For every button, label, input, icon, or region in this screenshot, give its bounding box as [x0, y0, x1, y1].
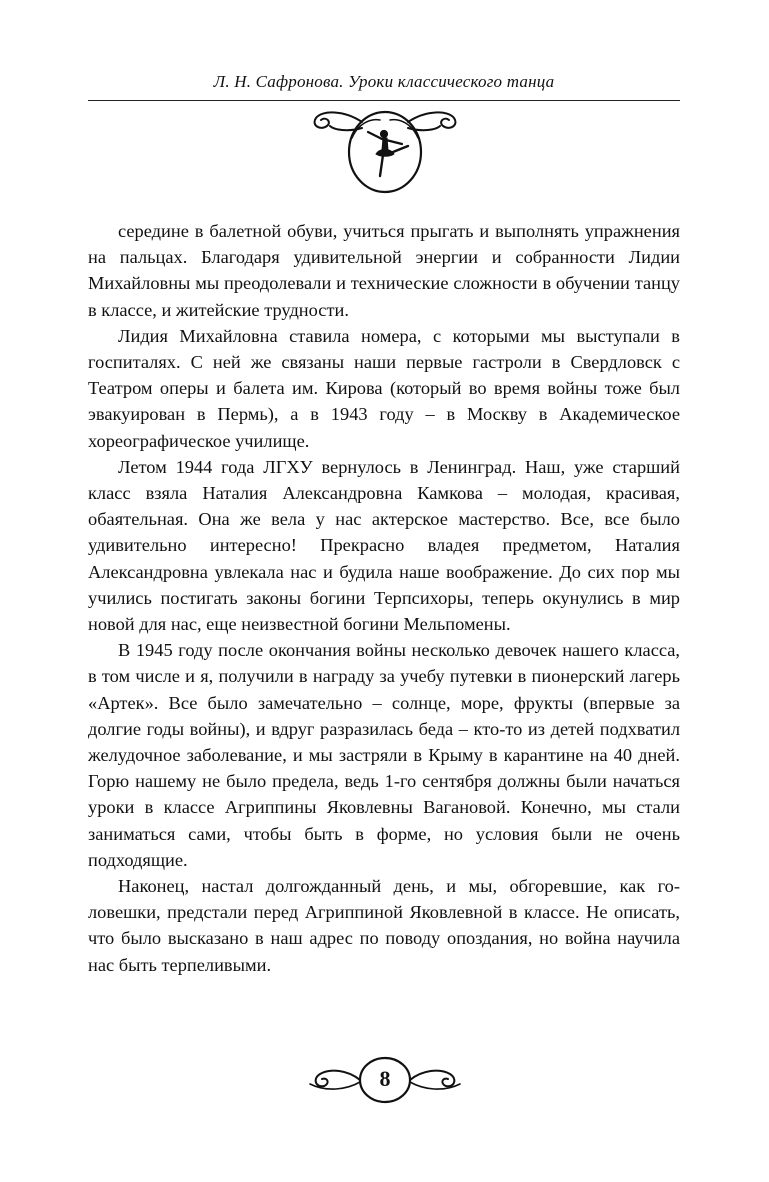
paragraph: В 1945 году после окончания войны несколько девочек нашего класса, в том числе и я, получили в награду за учебу путевки в пионерский лагерь «Артек». Все было замечательно – солнце, море, фрукты (впервые за долгие годы войны), и вдруг разразилась беда – кто-то из детей подхватил желудочное заболевание, и мы застряли в Крыму в карантине на 40 дней. Горю нашему не было предела, ведь 1-го сентября должны были начаться уроки в классе Агриппины Яковлевны Вагановой. Конечно, мы стали заниматься сами, чтобы быть в форме, но условия были не очень подходящие. — [88, 640, 680, 870]
ballerina-vignette-icon — [304, 102, 466, 194]
page-number: 8 — [379, 1066, 391, 1091]
paragraph: Лидия Михайловна ставила номера, с которыми мы выступали в госпиталях. С ней же связаны наши первые гастроли в Свердловск с Театром оперы и балета им. Кирова (который во время войны тоже был эвакуирован в Пермь), а в 1943 году – в Москву в Академическое хореографическое училище. — [88, 325, 680, 451]
paragraph: Летом 1944 года ЛГХУ вернулось в Ленинград. Наш, уже старший класс взяла Наталия Александровна Камкова – молодая, красивая, обаятельная. Она же вела у нас актерское мастерство. Все, все было удивительно интересно! Прекрасно владея предметом, Наталия Александровна увлекала нас и будила наше воображение. До сих пор мы учились постигать законы богини Терпсихоры, теперь окунулись в мир новой для нас, еще неизвестной богини Мельпомены. — [88, 456, 680, 635]
header-rule — [88, 100, 680, 101]
body-text — [88, 218, 680, 978]
running-header: Л. Н. Сафронова. Уроки классического танца — [213, 72, 555, 91]
paragraph: середине в балетной обуви, учиться прыгать и выполнять упражнения на пальцах. Благодаря удивительной энергии и собранности Лидии Михайловны мы преодолевали и технические сложности в обучении танцу в классе, и житейские трудности. — [88, 221, 680, 320]
paragraph: Наконец, настал долгожданный день, и мы, обгоревшие, как головешки, предстали перед Агриппиной Яковлевной в классе. Не описать, что было высказано в наш адрес по поводу опоздания, но война научила нас быть терпеливыми. — [88, 876, 680, 975]
